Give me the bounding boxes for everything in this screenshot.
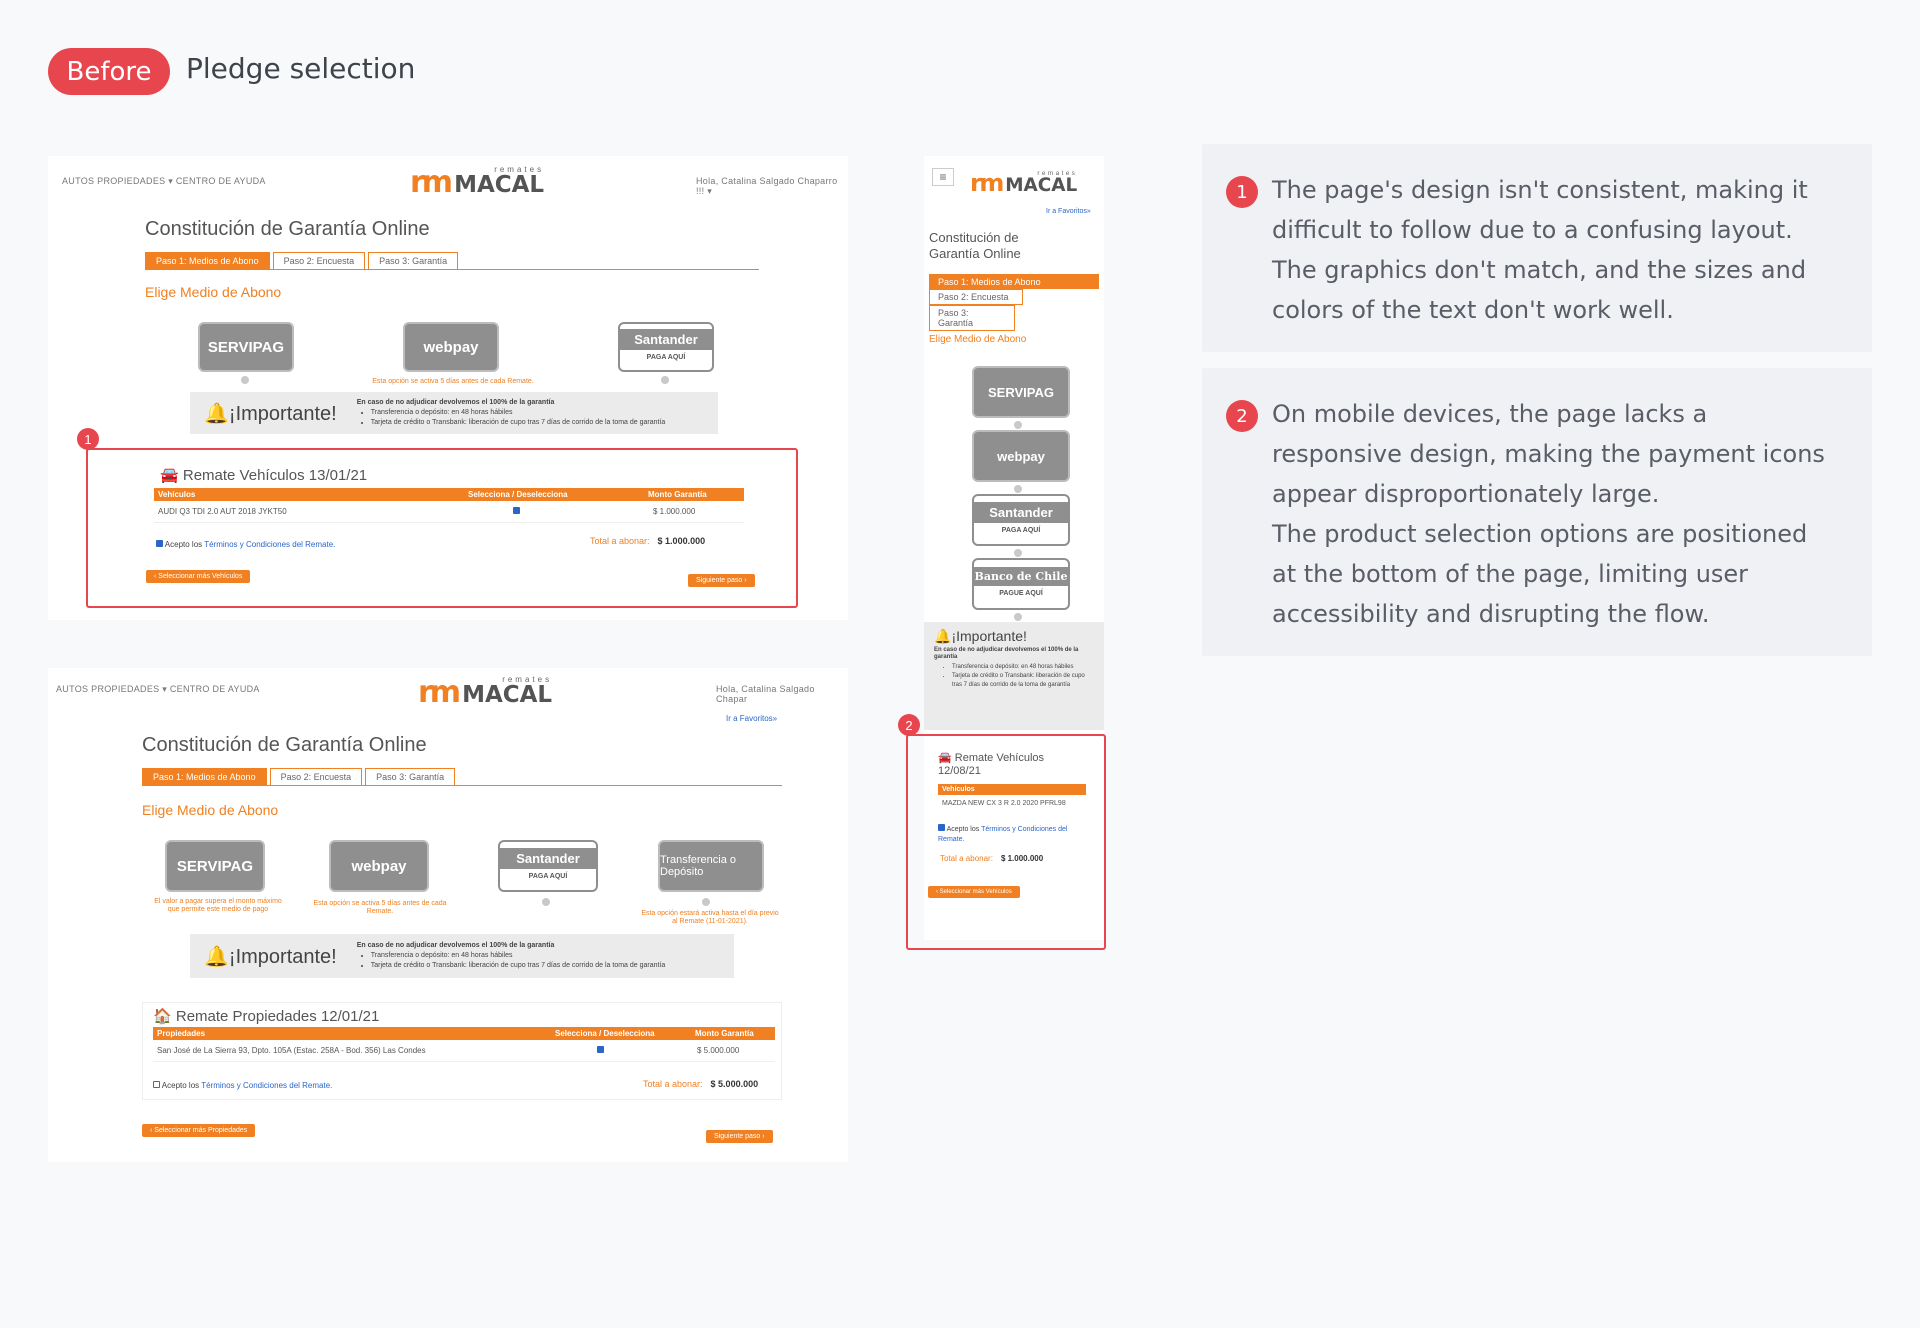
step-tabs [142,768,782,786]
total-row: Total a abonar: $ 1.000.000 [940,854,1044,863]
webpay-option[interactable]: webpay [329,840,429,892]
important-item: • Tarjeta de crédito o Transbank: liberación de cupo tras 7 días de corrido de la toma de garantía [952,672,1094,690]
webpay-note: Esta opción se activa 5 días antes de cada Remate. [313,900,447,915]
total-value: $ 1.000.000 [657,536,706,546]
important-box [924,622,1104,730]
servipag-note: El valor a pagar supera el monto máximo que permite este medio de pago [154,898,282,913]
important-item: • Transferencia o depósito: en 48 horas hábiles [371,951,666,961]
logo-remates: remates [502,675,553,684]
table-row [153,1040,775,1062]
annotation-text: On mobile devices, the page lacks a responsive design, making the payment icons appear disproportionately large. The product selection options are positioned at the bottom of the page, limiting user accessibility and disrupting the flow. [1272,400,1825,628]
user-greeting[interactable]: Hola, Catalina Salgado Chapar [716,684,815,704]
transfer-note: Esta opción estará activa hasta el día previo al Remate (11-01-2021). [641,910,779,925]
properties-title: 🏠 Remate Propiedades 12/01/21 [153,1008,380,1025]
property-amount: $ 5.000.000 [697,1046,740,1055]
col-select: Selecciona / Deselecciona [555,1029,655,1038]
webpay-option[interactable]: webpay [972,430,1070,482]
section-title: Elige Medio de Abono [145,284,282,300]
important-title: 🔔¡Importante! [934,628,1027,644]
logo-mark: rm [410,165,451,200]
tab-step-1[interactable]: Paso 1: Medios de Abono [145,252,270,269]
macal-logo[interactable] [410,165,545,200]
property-name: San José de La Sierra 93, Dpto. 105A (Estac. 258A - Bod. 356) Las Condes [157,1046,426,1055]
pague-aqui-label: PAGUE AQUÍ [999,590,1043,597]
tab-step-1[interactable]: Paso 1: Medios de Abono [142,768,267,785]
total-row: Total a abonar: $ 5.000.000 [643,1079,759,1089]
santander-label: Santander [974,502,1068,523]
page-title: Pledge selection [186,52,416,85]
col-vehicles: Vehículos [938,784,1086,795]
next-step-button[interactable]: Siguiente paso › [706,1130,773,1143]
transfer-option[interactable]: Transferencia o Depósito [658,840,764,892]
santander-label: Santander [620,329,712,350]
annotation-number: 2 [1226,400,1258,432]
servipag-radio[interactable] [1014,421,1022,429]
santander-option[interactable] [972,494,1070,546]
servipag-radio[interactable] [241,376,249,384]
tab-step-1[interactable]: Paso 1: Medios de Abono [929,274,1099,289]
section-title: Elige Medio de Abono [929,334,1027,345]
important-item: • Tarjeta de crédito o Transbank: liberación de cupo tras 7 días de corrido de la toma de garantía [371,961,666,971]
highlight-1 [86,448,798,608]
top-nav[interactable]: AUTOS PROPIEDADES ▾ CENTRO DE AYUDA [56,684,260,694]
important-item: • Transferencia o depósito: en 48 horas hábiles [952,663,1094,672]
important-head: En caso de no adjudicar devolvemos el 100% de la garantía [356,399,555,406]
logo-mark: rm [418,675,459,710]
col-amount: Monto Garantía [648,490,707,499]
properties-table [153,1027,775,1062]
important-head: En caso de no adjudicar devolvemos el 100% de la garantía [934,647,1079,660]
more-vehicles-button[interactable]: ‹ Seleccionar más Vehículos [928,886,1020,898]
accept-terms[interactable]: Acepto los Términos y Condiciones del Remate. [156,540,335,549]
more-vehicles-button[interactable]: ‹ Seleccionar más Vehículos [146,570,250,583]
santander-radio[interactable] [661,376,669,384]
paga-aqui-label: PAGA AQUÍ [528,873,568,880]
macal-logo[interactable] [418,675,553,710]
more-properties-button[interactable]: ‹ Seleccionar más Propiedades [142,1124,255,1137]
user-greeting[interactable]: Hola, Catalina Salgado Chaparro !!! ▾ [696,176,838,196]
vehicles-title: 🚘 Remate Vehículos 13/01/21 [160,467,368,484]
santander-radio[interactable] [542,898,550,906]
terms-link[interactable]: Términos y Condiciones del Remate. [938,826,1068,843]
step-tabs [145,252,759,270]
logo-mark: rm [970,169,1003,198]
important-item: • Transferencia o depósito: en 48 horas hábiles [371,408,666,418]
form-title: Constitución de Garantía Online [142,734,427,756]
total-row: Total a abonar: $ 1.000.000 [590,536,706,546]
highlight-2 [906,734,1106,950]
banco-chile-option[interactable] [972,558,1070,610]
terms-checkbox[interactable] [153,1081,160,1088]
marker-1: 1 [77,428,99,450]
logo-remates: remates [494,165,545,174]
menu-icon[interactable]: ≡ [932,168,954,186]
webpay-note: Esta opción se activa 5 días antes de cada Remate. [372,378,534,385]
terms-link[interactable]: Términos y Condiciones del Remate. [201,1081,333,1090]
vehicle-name: MAZDA NEW CX 3 R 2.0 2020 PFRL98 [942,800,1066,807]
annotation-text: The page's design isn't consistent, making it difficult to follow due to a confusing layout. The graphics don't match, and the sizes and colors of the text don't work well. [1272,176,1808,324]
total-value: $ 1.000.000 [1000,854,1044,863]
macal-logo[interactable] [970,169,1078,198]
tab-step-2[interactable]: Paso 2: Encuesta [929,289,1023,305]
annotation-number: 1 [1226,176,1258,208]
annotation-card-1 [1202,144,1872,352]
col-properties: Propiedades [157,1029,206,1038]
banco-label: Banco de Chile [974,567,1068,586]
important-box [190,934,734,978]
logo-macal: MACAL [462,682,553,708]
step-tabs-mobile [929,274,1099,331]
vehicle-name: AUDI Q3 TDI 2.0 AUT 2018 JYKT50 [158,507,287,516]
favorites-link[interactable]: Ir a Favoritos» [1046,208,1091,215]
tab-step-3[interactable]: Paso 3: Garantía [365,768,455,785]
col-amount: Monto Garantía [695,1029,754,1038]
santander-radio[interactable] [1014,549,1022,557]
col-vehicles: Vehículos [158,490,196,499]
tab-step-2[interactable]: Paso 2: Encuesta [273,252,366,269]
form-title: Constitución de Garantía Online [145,218,430,240]
servipag-option[interactable]: SERVIPAG [198,322,294,372]
properties-panel [142,1002,782,1100]
banco-radio[interactable] [1014,613,1022,621]
favorites-link[interactable]: Ir a Favoritos» [726,714,778,723]
webpay-radio[interactable] [1014,485,1022,493]
important-item: • Tarjeta de crédito o Transbank: liberación de cupo tras 7 días de corrido de la toma de garantía [371,418,666,428]
tab-step-2[interactable]: Paso 2: Encuesta [270,768,363,785]
top-nav[interactable]: AUTOS PROPIEDADES ▾ CENTRO DE AYUDA [62,176,266,186]
santander-option[interactable] [498,840,598,892]
accept-terms[interactable]: Acepto los Términos y Condiciones del Remate. [153,1081,332,1090]
servipag-option[interactable]: SERVIPAG [972,366,1070,418]
paga-aqui-label: PAGA AQUÍ [1001,527,1041,534]
desktop-screenshot-properties [48,668,848,1162]
logo-macal: MACAL [1005,174,1078,196]
webpay-option[interactable]: webpay [403,322,499,372]
tab-step-3[interactable]: Paso 3: Garantía [368,252,458,269]
important-head: En caso de no adjudicar devolvemos el 100% de la garantía [356,942,555,949]
paga-aqui-label: PAGA AQUÍ [646,354,686,361]
section-title: Elige Medio de Abono [142,802,279,818]
important-title: 🔔¡Importante! [204,402,337,425]
form-title: Constitución de Garantía Online [929,230,1021,261]
marker-2: 2 [898,714,920,736]
row-checkbox[interactable] [597,1046,604,1053]
servipag-option[interactable]: SERVIPAG [165,840,265,892]
before-badge: Before [48,48,170,95]
logo-remates: remates [1037,169,1078,177]
important-title: 🔔¡Importante! [204,945,337,968]
next-step-button[interactable]: Siguiente paso › [688,574,755,587]
terms-link[interactable]: Términos y Condiciones del Remate. [204,540,336,549]
vehicle-amount: $ 1.000.000 [653,507,696,516]
logo-macal: MACAL [454,172,545,198]
col-select: Selecciona / Deselecciona [468,490,568,499]
santander-label: Santander [500,848,596,869]
transfer-radio[interactable] [702,898,710,906]
accept-terms[interactable]: Acepto los Términos y Condiciones del Remate. [938,826,1068,843]
annotation-card-2 [1202,368,1872,656]
vehicles-title: 🚘 Remate Vehículos 12/08/21 [938,752,1045,777]
total-value: $ 5.000.000 [710,1079,759,1089]
santander-option[interactable] [618,322,714,372]
tab-step-3[interactable]: Paso 3: Garantía [929,305,1015,331]
important-box [190,392,718,434]
